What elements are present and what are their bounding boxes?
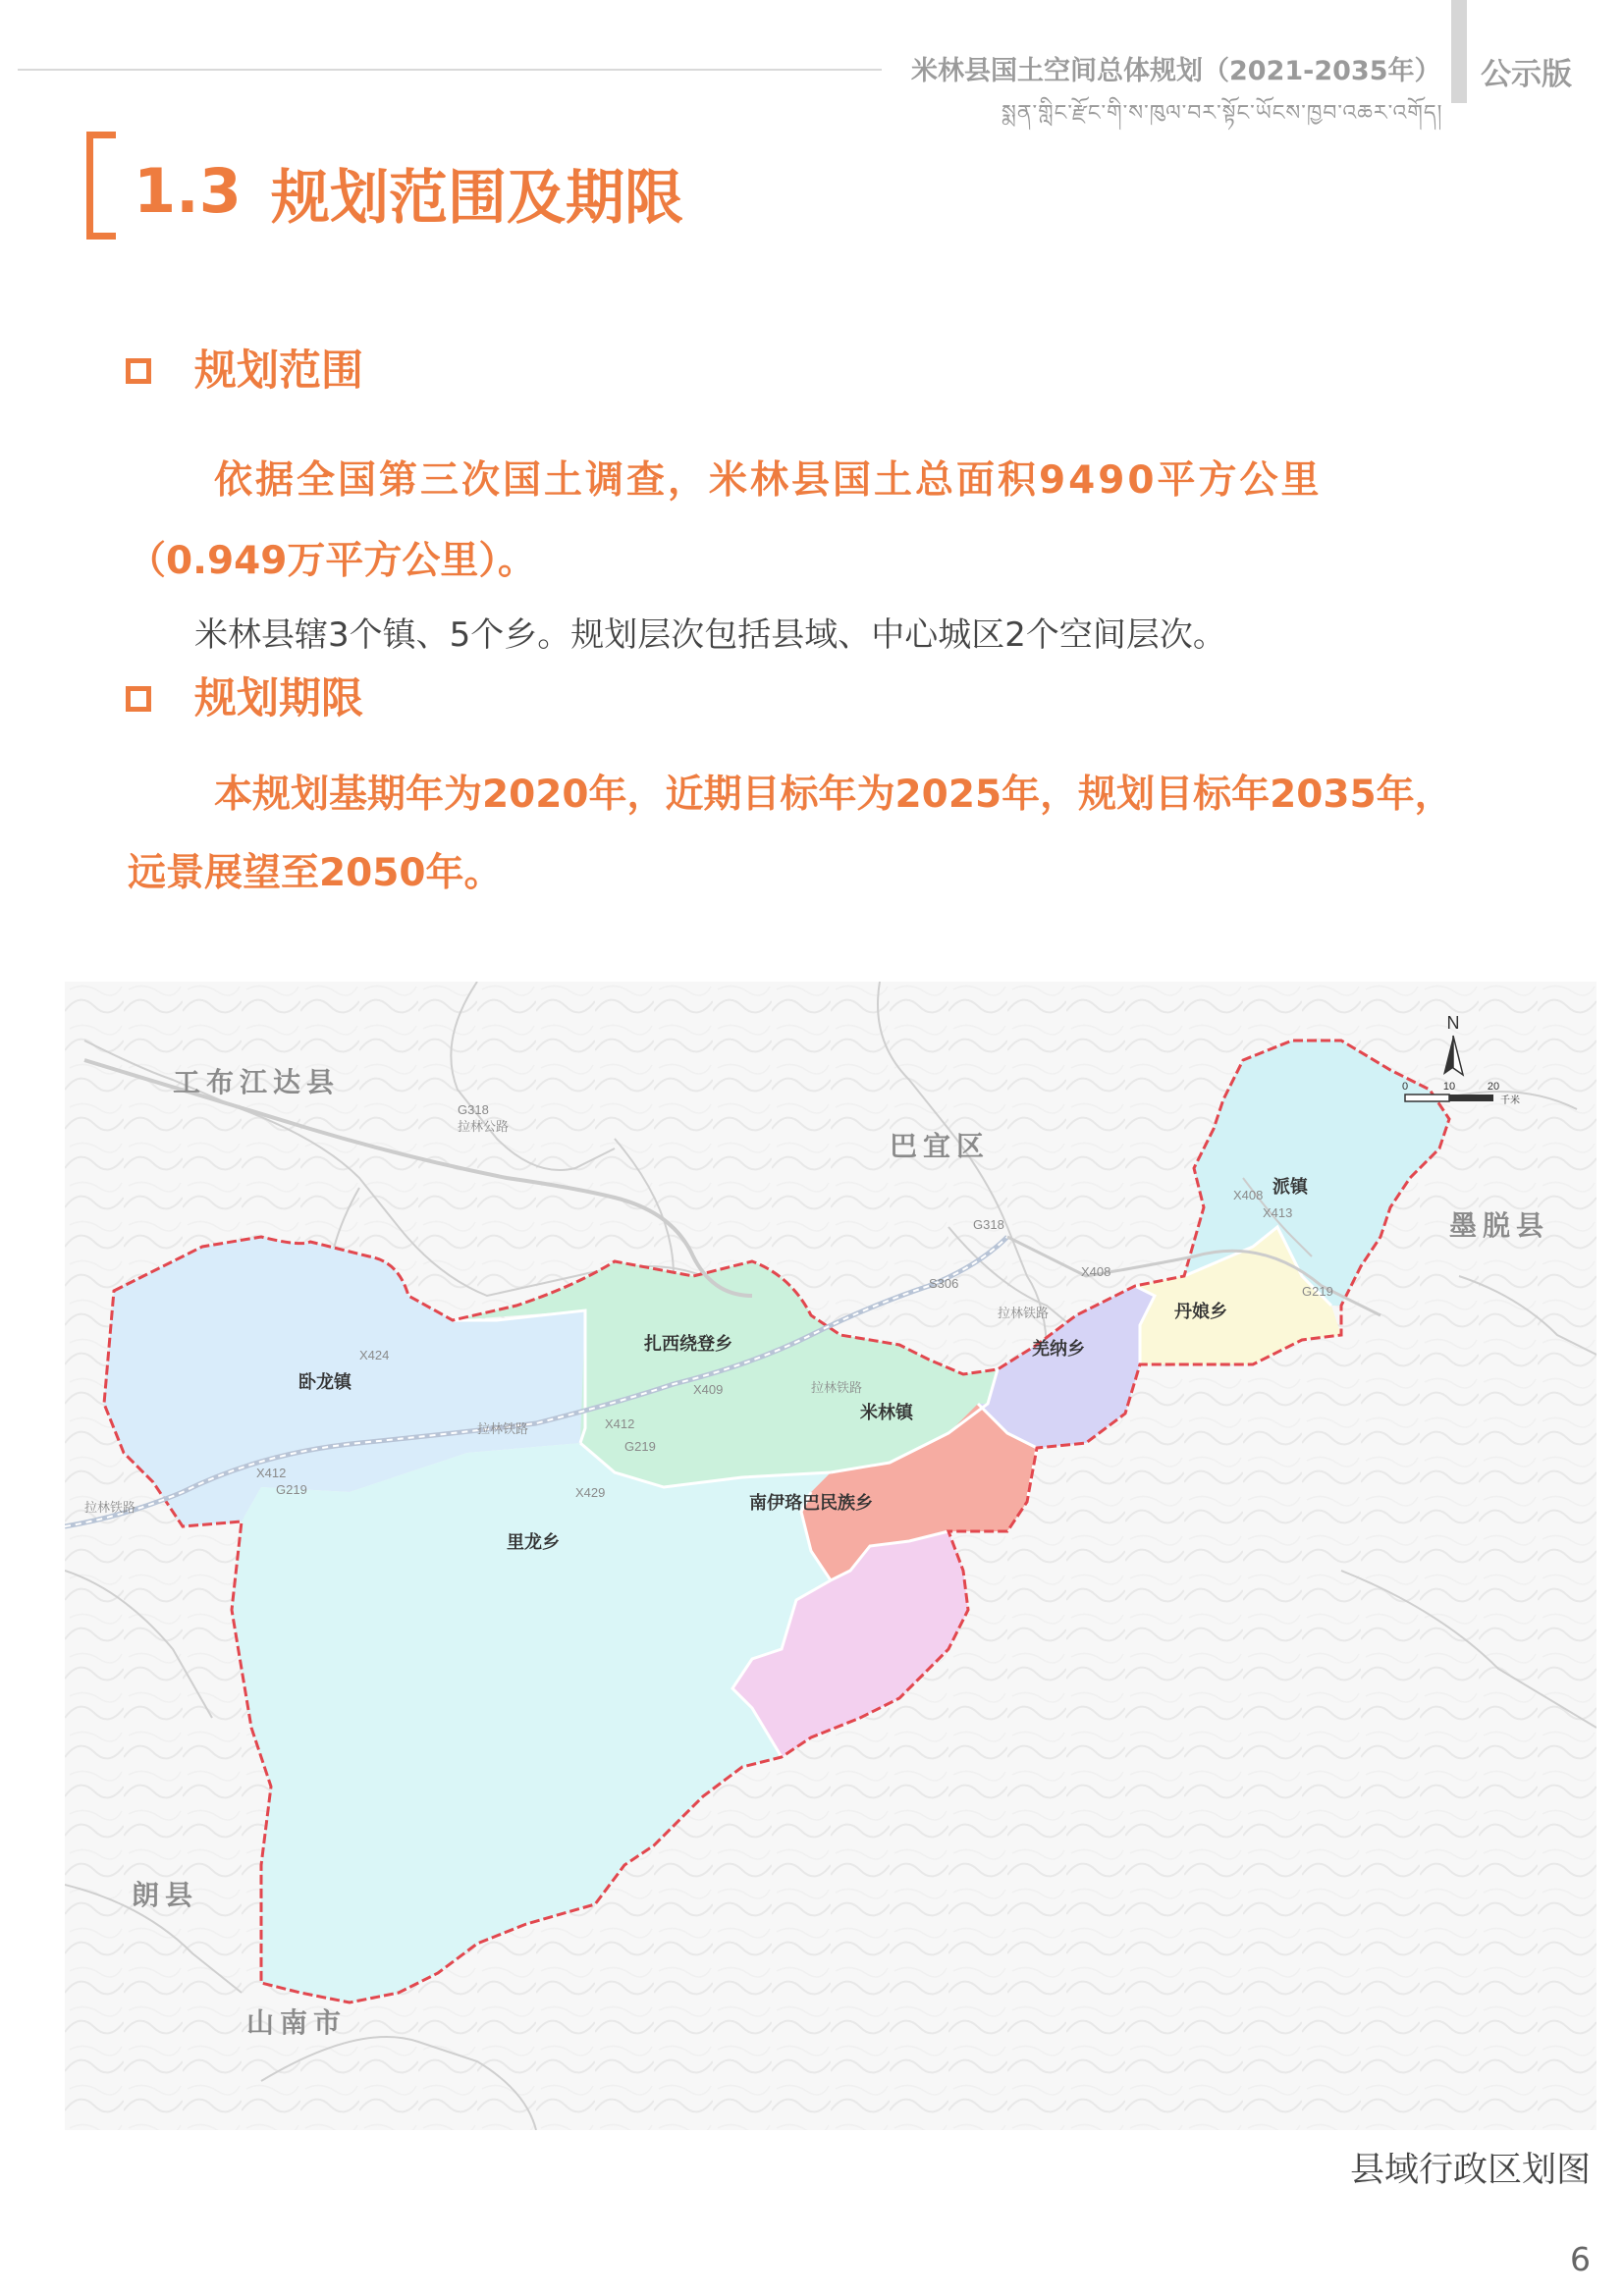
label-lang: 朗县 — [132, 1880, 199, 1910]
section-bracket — [86, 132, 116, 240]
label-gongbu: 工布江达县 — [173, 1067, 341, 1097]
page-number: 6 — [1570, 2240, 1591, 2278]
road-x413: X413 — [1263, 1205, 1293, 1220]
north-label: N — [1446, 1013, 1460, 1033]
scope-paragraph-line2: （0.949万平方公里）。 — [128, 539, 536, 583]
document-title-tibetan: སྨན་གླིང་རྫོང་གི་ས་ཁུལ་བར་སྟོང་ཡོངས་ཁྱབ་འཆར་འགོད། — [1001, 101, 1443, 126]
road-x408-b: X408 — [1233, 1188, 1264, 1202]
label-danniang: 丹娘乡 — [1174, 1302, 1227, 1321]
road-x408-a: X408 — [1081, 1264, 1111, 1279]
road-rail-d: 拉林铁路 — [998, 1306, 1050, 1320]
label-nanyi: 南伊珞巴民族乡 — [749, 1493, 873, 1513]
road-g219-c: G219 — [276, 1482, 307, 1497]
county-admin-map — [65, 982, 1597, 2130]
road-lalin-highway: 拉林公路 — [458, 1119, 510, 1134]
road-x424: X424 — [359, 1348, 390, 1362]
header-divider-bar — [1451, 0, 1467, 103]
label-bayi: 巴宜区 — [890, 1131, 991, 1161]
header-rule — [18, 69, 882, 71]
road-g318-b: G318 — [973, 1217, 1004, 1232]
map-caption: 县域行政区划图 — [1349, 2151, 1591, 2190]
scale-tick-10: 10 — [1442, 1081, 1456, 1093]
scale-tick-20: 20 — [1487, 1081, 1500, 1093]
scale-unit: 千米 — [1500, 1095, 1520, 1106]
period-paragraph-line2: 远景展望至2050年。 — [128, 851, 503, 895]
road-s306: S306 — [929, 1276, 959, 1291]
edition-label: 公示版 — [1481, 57, 1572, 92]
road-x412-b: X412 — [256, 1466, 287, 1480]
label-milin: 米林镇 — [860, 1403, 913, 1422]
scope-admin-text: 米林县辖3个镇、5个乡。规划层次包括县域、中心城区2个空间层次。 — [194, 615, 1226, 655]
road-x412-a: X412 — [605, 1416, 635, 1431]
period-heading: 规划期限 — [194, 674, 363, 723]
road-rail-b: 拉林铁路 — [477, 1421, 529, 1436]
road-rail-c: 拉林铁路 — [84, 1500, 136, 1515]
section-number: 1.3 — [134, 155, 242, 227]
document-title: 米林县国土空间总体规划（2021-2035年） — [911, 56, 1441, 86]
label-lilong: 里龙乡 — [507, 1532, 560, 1552]
label-qiangna: 羌纳乡 — [1032, 1339, 1085, 1359]
road-rail-a: 拉林铁路 — [811, 1380, 863, 1395]
scope-heading: 规划范围 — [194, 347, 363, 396]
period-bullet — [126, 686, 151, 712]
label-shannan: 山南市 — [246, 2007, 348, 2038]
section-title: 规划范围及期限 — [271, 164, 683, 233]
scope-bullet — [126, 358, 151, 384]
scope-paragraph-line1: 依据全国第三次国土调查，米林县国土总面积9490平方公里 — [214, 458, 1323, 503]
road-g219-a: G219 — [1302, 1284, 1333, 1299]
label-zhaxi: 扎西绕登乡 — [644, 1334, 732, 1354]
road-g219-b: G219 — [624, 1439, 656, 1454]
road-x429: X429 — [575, 1485, 606, 1500]
scale-tick-0: 0 — [1401, 1081, 1409, 1093]
label-wolong: 卧龙镇 — [298, 1372, 352, 1392]
label-pai: 派镇 — [1272, 1177, 1308, 1197]
road-g318-a: G318 — [458, 1102, 489, 1117]
label-medog: 墨脱县 — [1449, 1210, 1550, 1241]
road-x409: X409 — [693, 1382, 724, 1397]
period-paragraph-line1: 本规划基期年为2020年，近期目标年为2025年，规划目标年2035年， — [214, 773, 1453, 817]
